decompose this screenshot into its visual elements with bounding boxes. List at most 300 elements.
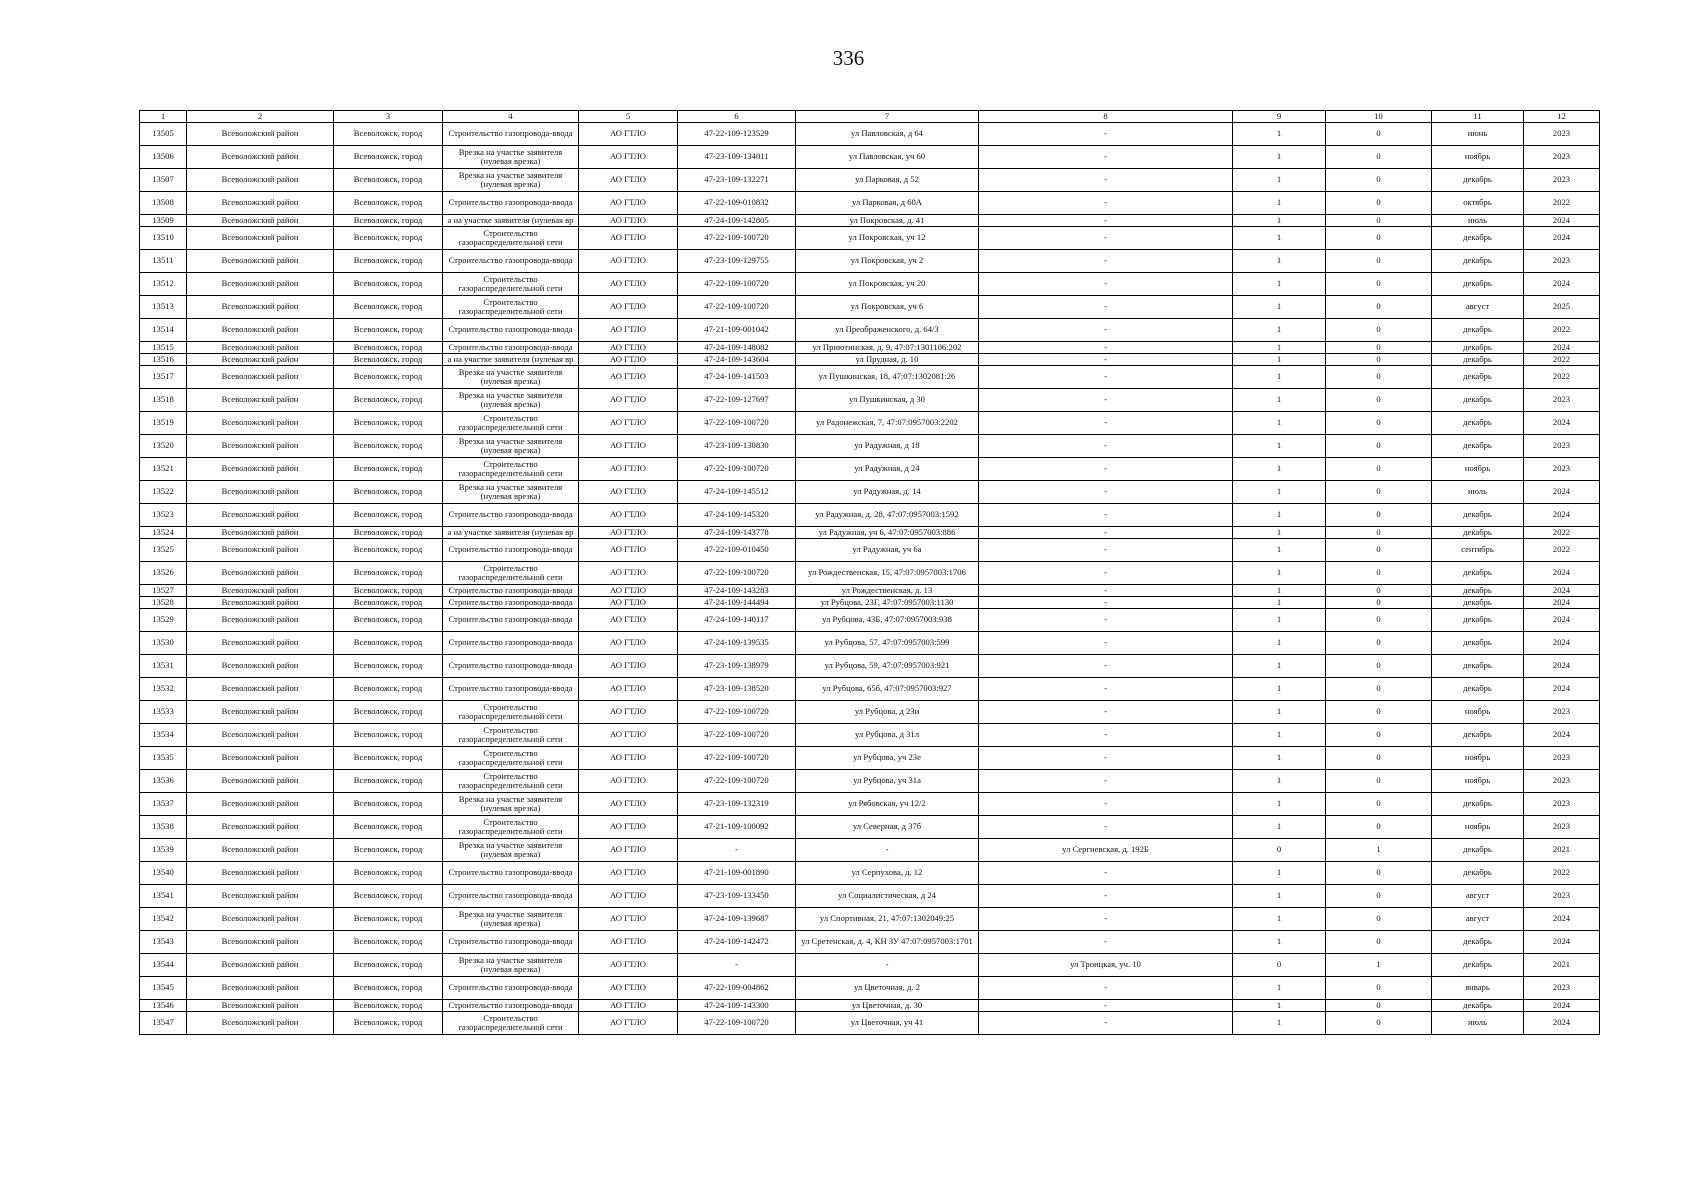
cell-col-1: 13526 bbox=[140, 562, 187, 585]
cell-col-8: - bbox=[979, 366, 1233, 389]
cell-col-11: ноябрь bbox=[1432, 701, 1524, 724]
cell-col-6: 47-22-109-100720 bbox=[678, 562, 796, 585]
table-row bbox=[140, 862, 1600, 885]
cell-col-9: 1 bbox=[1233, 655, 1326, 678]
cell-col-11: декабрь bbox=[1432, 724, 1524, 747]
cell-col-3: Всеволожск, город bbox=[334, 585, 443, 597]
cell-col-11: сентябрь bbox=[1432, 539, 1524, 562]
cell-col-2: Всеволожский район bbox=[187, 770, 334, 793]
cell-col-7: ул Преображенского, д. 64/3 bbox=[796, 319, 979, 342]
cell-col-1: 13527 bbox=[140, 585, 187, 597]
cell-col-6: 47-22-109-100720 bbox=[678, 227, 796, 250]
cell-col-6: 47-24-109-143300 bbox=[678, 1000, 796, 1012]
cell-col-12: 2024 bbox=[1524, 342, 1600, 354]
table-row bbox=[140, 585, 1600, 597]
cell-col-1: 13509 bbox=[140, 215, 187, 227]
cell-col-9: 1 bbox=[1233, 632, 1326, 655]
cell-col-5: АО ГТЛО bbox=[579, 724, 678, 747]
cell-col-12: 2024 bbox=[1524, 215, 1600, 227]
cell-col-6: 47-23-109-134011 bbox=[678, 146, 796, 169]
cell-col-9: 1 bbox=[1233, 192, 1326, 215]
table-row bbox=[140, 678, 1600, 701]
table-row bbox=[140, 816, 1600, 839]
cell-col-12: 2022 bbox=[1524, 192, 1600, 215]
cell-col-2: Всеволожский район bbox=[187, 412, 334, 435]
cell-col-1: 13536 bbox=[140, 770, 187, 793]
cell-col-10: 0 bbox=[1326, 724, 1432, 747]
table-row bbox=[140, 342, 1600, 354]
cell-col-9: 1 bbox=[1233, 724, 1326, 747]
cell-col-7: ул Радонежская, 7, 47:07:0957003:2202 bbox=[796, 412, 979, 435]
cell-col-11: ноябрь bbox=[1432, 770, 1524, 793]
table-row bbox=[140, 793, 1600, 816]
cell-col-7: ул Радужная, уч 6а bbox=[796, 539, 979, 562]
table-row bbox=[140, 1012, 1600, 1035]
cell-col-9: 1 bbox=[1233, 770, 1326, 793]
cell-col-1: 13512 bbox=[140, 273, 187, 296]
cell-col-12: 2021 bbox=[1524, 954, 1600, 977]
cell-col-2: Всеволожский район bbox=[187, 354, 334, 366]
cell-col-4: Строительство газораспределительной сети bbox=[443, 296, 579, 319]
cell-col-3: Всеволожск, город bbox=[334, 609, 443, 632]
cell-col-4: Строительство газопровода-ввода bbox=[443, 977, 579, 1000]
cell-col-10: 0 bbox=[1326, 366, 1432, 389]
cell-col-11: декабрь bbox=[1432, 609, 1524, 632]
cell-col-11: декабрь bbox=[1432, 632, 1524, 655]
cell-col-11: декабрь bbox=[1432, 562, 1524, 585]
cell-col-1: 13508 bbox=[140, 192, 187, 215]
table-row bbox=[140, 169, 1600, 192]
cell-col-1: 13544 bbox=[140, 954, 187, 977]
cell-col-11: декабрь bbox=[1432, 954, 1524, 977]
cell-col-5: АО ГТЛО bbox=[579, 931, 678, 954]
cell-col-8: - bbox=[979, 354, 1233, 366]
cell-col-11: июль bbox=[1432, 481, 1524, 504]
cell-col-1: 13537 bbox=[140, 793, 187, 816]
cell-col-9: 1 bbox=[1233, 862, 1326, 885]
cell-col-8: - bbox=[979, 701, 1233, 724]
cell-col-10: 0 bbox=[1326, 123, 1432, 146]
cell-col-7: ул Покровская, д. 41 bbox=[796, 215, 979, 227]
cell-col-9: 1 bbox=[1233, 273, 1326, 296]
cell-col-5: АО ГТЛО bbox=[579, 678, 678, 701]
table-row bbox=[140, 885, 1600, 908]
cell-col-7: ул Парковая, д 52 bbox=[796, 169, 979, 192]
cell-col-4: Строительство газопровода-ввода bbox=[443, 123, 579, 146]
cell-col-1: 13523 bbox=[140, 504, 187, 527]
cell-col-7: ул Рубцова, уч 23е bbox=[796, 747, 979, 770]
table-row bbox=[140, 839, 1600, 862]
cell-col-12: 2021 bbox=[1524, 839, 1600, 862]
cell-col-2: Всеволожский район bbox=[187, 954, 334, 977]
cell-col-5: АО ГТЛО bbox=[579, 839, 678, 862]
table-row bbox=[140, 977, 1600, 1000]
cell-col-1: 13534 bbox=[140, 724, 187, 747]
cell-col-10: 0 bbox=[1326, 192, 1432, 215]
table-row bbox=[140, 273, 1600, 296]
cell-col-8: - bbox=[979, 597, 1233, 609]
cell-col-5: АО ГТЛО bbox=[579, 1000, 678, 1012]
cell-col-1: 13538 bbox=[140, 816, 187, 839]
cell-col-7: ул Радужная, д 24 bbox=[796, 458, 979, 481]
cell-col-2: Всеволожский район bbox=[187, 885, 334, 908]
cell-col-3: Всеволожск, город bbox=[334, 296, 443, 319]
cell-col-1: 13546 bbox=[140, 1000, 187, 1012]
cell-col-11: декабрь bbox=[1432, 678, 1524, 701]
cell-col-10: 0 bbox=[1326, 793, 1432, 816]
cell-col-12: 2024 bbox=[1524, 609, 1600, 632]
column-header-4: 4 bbox=[443, 111, 579, 123]
cell-col-6: 47-22-109-100720 bbox=[678, 458, 796, 481]
cell-col-1: 13516 bbox=[140, 354, 187, 366]
cell-col-6: 47-23-109-129755 bbox=[678, 250, 796, 273]
cell-col-7: ул Рубцова, 43Б, 47:07:0957003:938 bbox=[796, 609, 979, 632]
cell-col-2: Всеволожский район bbox=[187, 435, 334, 458]
cell-col-7: - bbox=[796, 839, 979, 862]
cell-col-12: 2024 bbox=[1524, 908, 1600, 931]
cell-col-3: Всеволожск, город bbox=[334, 562, 443, 585]
cell-col-4: Строительство газораспределительной сети bbox=[443, 724, 579, 747]
cell-col-12: 2023 bbox=[1524, 977, 1600, 1000]
cell-col-7: ул Рубцова, 59, 47:07:0957003:921 bbox=[796, 655, 979, 678]
cell-col-3: Всеволожск, город bbox=[334, 481, 443, 504]
table-row bbox=[140, 701, 1600, 724]
cell-col-6: 47-23-109-130830 bbox=[678, 435, 796, 458]
cell-col-11: ноябрь bbox=[1432, 146, 1524, 169]
cell-col-2: Всеволожский район bbox=[187, 562, 334, 585]
table-body bbox=[140, 123, 1600, 1035]
cell-col-5: АО ГТЛО bbox=[579, 585, 678, 597]
cell-col-8: - bbox=[979, 527, 1233, 539]
cell-col-2: Всеволожский район bbox=[187, 597, 334, 609]
cell-col-12: 2024 bbox=[1524, 1000, 1600, 1012]
cell-col-5: АО ГТЛО bbox=[579, 597, 678, 609]
cell-col-12: 2024 bbox=[1524, 931, 1600, 954]
column-header-12: 12 bbox=[1524, 111, 1600, 123]
cell-col-8: - bbox=[979, 609, 1233, 632]
cell-col-6: 47-24-109-148082 bbox=[678, 342, 796, 354]
cell-col-6: 47-22-109-100720 bbox=[678, 1012, 796, 1035]
cell-col-3: Всеволожск, город bbox=[334, 862, 443, 885]
cell-col-4: Строительство газопровода-ввода bbox=[443, 931, 579, 954]
cell-col-10: 0 bbox=[1326, 458, 1432, 481]
cell-col-2: Всеволожский район bbox=[187, 504, 334, 527]
cell-col-5: АО ГТЛО bbox=[579, 366, 678, 389]
cell-col-6: 47-22-109-100720 bbox=[678, 412, 796, 435]
cell-col-12: 2022 bbox=[1524, 366, 1600, 389]
cell-col-1: 13522 bbox=[140, 481, 187, 504]
cell-col-6: 47-21-109-001890 bbox=[678, 862, 796, 885]
cell-col-10: 0 bbox=[1326, 169, 1432, 192]
cell-col-12: 2022 bbox=[1524, 539, 1600, 562]
cell-col-11: декабрь bbox=[1432, 412, 1524, 435]
cell-col-12: 2023 bbox=[1524, 701, 1600, 724]
cell-col-10: 0 bbox=[1326, 342, 1432, 354]
cell-col-9: 1 bbox=[1233, 1000, 1326, 1012]
cell-col-3: Всеволожск, город bbox=[334, 597, 443, 609]
cell-col-1: 13507 bbox=[140, 169, 187, 192]
cell-col-9: 1 bbox=[1233, 597, 1326, 609]
cell-col-12: 2022 bbox=[1524, 354, 1600, 366]
cell-col-6: 47-22-109-100720 bbox=[678, 701, 796, 724]
cell-col-4: Строительство газораспределительной сети bbox=[443, 816, 579, 839]
cell-col-3: Всеволожск, город bbox=[334, 655, 443, 678]
cell-col-3: Всеволожск, город bbox=[334, 366, 443, 389]
cell-col-9: 1 bbox=[1233, 296, 1326, 319]
registry-table bbox=[139, 110, 1600, 1035]
cell-col-7: ул Рождественская, д. 13 bbox=[796, 585, 979, 597]
cell-col-2: Всеволожский район bbox=[187, 458, 334, 481]
cell-col-10: 0 bbox=[1326, 747, 1432, 770]
cell-col-10: 0 bbox=[1326, 885, 1432, 908]
cell-col-3: Всеволожск, город bbox=[334, 435, 443, 458]
cell-col-11: декабрь bbox=[1432, 931, 1524, 954]
cell-col-8: - bbox=[979, 793, 1233, 816]
cell-col-3: Всеволожск, город bbox=[334, 908, 443, 931]
column-header-1: 1 bbox=[140, 111, 187, 123]
cell-col-11: август bbox=[1432, 885, 1524, 908]
cell-col-9: 1 bbox=[1233, 412, 1326, 435]
cell-col-1: 13528 bbox=[140, 597, 187, 609]
cell-col-6: 47-22-109-100720 bbox=[678, 273, 796, 296]
cell-col-3: Всеволожск, город bbox=[334, 931, 443, 954]
cell-col-9: 1 bbox=[1233, 678, 1326, 701]
cell-col-3: Всеволожск, город bbox=[334, 1012, 443, 1035]
cell-col-8: - bbox=[979, 146, 1233, 169]
cell-col-4: Строительство газопровода-ввода bbox=[443, 192, 579, 215]
cell-col-5: АО ГТЛО bbox=[579, 146, 678, 169]
cell-col-6: 47-24-109-145320 bbox=[678, 504, 796, 527]
cell-col-2: Всеволожский район bbox=[187, 655, 334, 678]
cell-col-8: - bbox=[979, 632, 1233, 655]
cell-col-5: АО ГТЛО bbox=[579, 192, 678, 215]
cell-col-7: ул Радужная, уч 6, 47:07:0957003:886 bbox=[796, 527, 979, 539]
cell-col-8: - bbox=[979, 816, 1233, 839]
cell-col-3: Всеволожск, город bbox=[334, 793, 443, 816]
cell-col-5: АО ГТЛО bbox=[579, 862, 678, 885]
cell-col-9: 1 bbox=[1233, 908, 1326, 931]
cell-col-7: ул Рябовская, уч 12/2 bbox=[796, 793, 979, 816]
cell-col-10: 0 bbox=[1326, 609, 1432, 632]
cell-col-3: Всеволожск, город bbox=[334, 954, 443, 977]
cell-col-6: 47-23-109-138520 bbox=[678, 678, 796, 701]
cell-col-6: 47-23-109-132319 bbox=[678, 793, 796, 816]
cell-col-7: ул Павловская, уч 60 bbox=[796, 146, 979, 169]
cell-col-7: ул Прудная, д. 10 bbox=[796, 354, 979, 366]
cell-col-11: декабрь bbox=[1432, 1000, 1524, 1012]
cell-col-5: АО ГТЛО bbox=[579, 481, 678, 504]
cell-col-3: Всеволожск, город bbox=[334, 1000, 443, 1012]
cell-col-2: Всеволожский район bbox=[187, 273, 334, 296]
cell-col-7: ул Радужная, д 18 bbox=[796, 435, 979, 458]
cell-col-8: - bbox=[979, 319, 1233, 342]
cell-col-8: - bbox=[979, 539, 1233, 562]
cell-col-10: 0 bbox=[1326, 539, 1432, 562]
table-row bbox=[140, 389, 1600, 412]
cell-col-9: 1 bbox=[1233, 609, 1326, 632]
cell-col-2: Всеволожский район bbox=[187, 250, 334, 273]
column-header-6: 6 bbox=[678, 111, 796, 123]
table-row bbox=[140, 597, 1600, 609]
cell-col-1: 13517 bbox=[140, 366, 187, 389]
cell-col-9: 1 bbox=[1233, 527, 1326, 539]
cell-col-10: 0 bbox=[1326, 678, 1432, 701]
cell-col-4: Врезка на участке заявителя (нулевая врезка) bbox=[443, 954, 579, 977]
cell-col-9: 1 bbox=[1233, 227, 1326, 250]
table-row bbox=[140, 227, 1600, 250]
column-header-3: 3 bbox=[334, 111, 443, 123]
cell-col-7: ул Рубцова, д 23и bbox=[796, 701, 979, 724]
cell-col-2: Всеволожский район bbox=[187, 585, 334, 597]
table-row bbox=[140, 908, 1600, 931]
cell-col-7: ул Покровская, уч 6 bbox=[796, 296, 979, 319]
cell-col-2: Всеволожский район bbox=[187, 192, 334, 215]
cell-col-2: Всеволожский район bbox=[187, 481, 334, 504]
cell-col-8: - bbox=[979, 504, 1233, 527]
cell-col-10: 0 bbox=[1326, 319, 1432, 342]
cell-col-9: 1 bbox=[1233, 481, 1326, 504]
cell-col-5: АО ГТЛО bbox=[579, 227, 678, 250]
cell-col-7: ул Рубцова, 65б, 47:07:0957003:927 bbox=[796, 678, 979, 701]
cell-col-11: декабрь bbox=[1432, 504, 1524, 527]
cell-col-5: АО ГТЛО bbox=[579, 655, 678, 678]
cell-col-11: декабрь bbox=[1432, 227, 1524, 250]
cell-col-12: 2024 bbox=[1524, 724, 1600, 747]
cell-col-7: ул Пушкинская, 18, 47:07:1302081:26 bbox=[796, 366, 979, 389]
cell-col-4: Строительство газопровода-ввода bbox=[443, 585, 579, 597]
cell-col-6: 47-24-109-143778 bbox=[678, 527, 796, 539]
cell-col-9: 1 bbox=[1233, 701, 1326, 724]
cell-col-5: АО ГТЛО bbox=[579, 250, 678, 273]
cell-col-5: АО ГТЛО bbox=[579, 701, 678, 724]
cell-col-8: - bbox=[979, 585, 1233, 597]
cell-col-7: ул Пушкинская, д 30 bbox=[796, 389, 979, 412]
cell-col-9: 1 bbox=[1233, 504, 1326, 527]
cell-col-9: 1 bbox=[1233, 146, 1326, 169]
cell-col-12: 2023 bbox=[1524, 458, 1600, 481]
cell-col-5: АО ГТЛО bbox=[579, 885, 678, 908]
cell-col-2: Всеволожский район bbox=[187, 678, 334, 701]
cell-col-10: 0 bbox=[1326, 931, 1432, 954]
cell-col-12: 2024 bbox=[1524, 632, 1600, 655]
cell-col-6: 47-22-109-010832 bbox=[678, 192, 796, 215]
cell-col-8: - bbox=[979, 192, 1233, 215]
cell-col-8: - bbox=[979, 342, 1233, 354]
cell-col-5: АО ГТЛО bbox=[579, 273, 678, 296]
table-row bbox=[140, 354, 1600, 366]
cell-col-1: 13540 bbox=[140, 862, 187, 885]
cell-col-10: 0 bbox=[1326, 435, 1432, 458]
cell-col-10: 0 bbox=[1326, 562, 1432, 585]
page-number: 336 bbox=[832, 46, 865, 70]
cell-col-7: ул Рубцова, 57, 47:07:0957003:599 bbox=[796, 632, 979, 655]
cell-col-5: АО ГТЛО bbox=[579, 954, 678, 977]
cell-col-1: 13520 bbox=[140, 435, 187, 458]
cell-col-6: 47-21-109-001042 bbox=[678, 319, 796, 342]
cell-col-2: Всеволожский район bbox=[187, 908, 334, 931]
cell-col-1: 13514 bbox=[140, 319, 187, 342]
cell-col-4: Врезка на участке заявителя (нулевая врезка) bbox=[443, 839, 579, 862]
cell-col-7: ул Покровская, уч 12 bbox=[796, 227, 979, 250]
cell-col-1: 13531 bbox=[140, 655, 187, 678]
column-header-2: 2 bbox=[187, 111, 334, 123]
cell-col-2: Всеволожский район bbox=[187, 319, 334, 342]
cell-col-9: 1 bbox=[1233, 354, 1326, 366]
cell-col-12: 2024 bbox=[1524, 481, 1600, 504]
cell-col-3: Всеволожск, город bbox=[334, 458, 443, 481]
table-row bbox=[140, 215, 1600, 227]
cell-col-11: август bbox=[1432, 908, 1524, 931]
cell-col-7: ул Социалистическая, д 24 bbox=[796, 885, 979, 908]
cell-col-6: 47-22-109-004862 bbox=[678, 977, 796, 1000]
cell-col-12: 2025 bbox=[1524, 296, 1600, 319]
cell-col-12: 2024 bbox=[1524, 412, 1600, 435]
cell-col-6: 47-24-109-142472 bbox=[678, 931, 796, 954]
cell-col-5: АО ГТЛО bbox=[579, 296, 678, 319]
cell-col-9: 1 bbox=[1233, 458, 1326, 481]
cell-col-8: - bbox=[979, 123, 1233, 146]
cell-col-3: Всеволожск, город bbox=[334, 389, 443, 412]
table-row bbox=[140, 527, 1600, 539]
cell-col-4: Строительство газопровода-ввода bbox=[443, 504, 579, 527]
cell-col-1: 13545 bbox=[140, 977, 187, 1000]
cell-col-10: 0 bbox=[1326, 1000, 1432, 1012]
cell-col-8: - bbox=[979, 215, 1233, 227]
cell-col-2: Всеволожский район bbox=[187, 123, 334, 146]
cell-col-10: 0 bbox=[1326, 770, 1432, 793]
cell-col-2: Всеволожский район bbox=[187, 609, 334, 632]
cell-col-1: 13506 bbox=[140, 146, 187, 169]
table-row bbox=[140, 366, 1600, 389]
cell-col-4: а на участке заявителя (нулевая вр bbox=[443, 215, 579, 227]
cell-col-8: - bbox=[979, 435, 1233, 458]
cell-col-1: 13524 bbox=[140, 527, 187, 539]
cell-col-2: Всеволожский район bbox=[187, 342, 334, 354]
cell-col-11: ноябрь bbox=[1432, 816, 1524, 839]
cell-col-4: Врезка на участке заявителя (нулевая врезка) bbox=[443, 366, 579, 389]
cell-col-7: ул Рождественская, 15, 47:07:0957003:1706 bbox=[796, 562, 979, 585]
cell-col-10: 0 bbox=[1326, 250, 1432, 273]
table-row bbox=[140, 504, 1600, 527]
cell-col-4: Строительство газораспределительной сети bbox=[443, 1012, 579, 1035]
cell-col-2: Всеволожский район bbox=[187, 539, 334, 562]
cell-col-11: декабрь bbox=[1432, 655, 1524, 678]
table-row bbox=[140, 250, 1600, 273]
table-row bbox=[140, 192, 1600, 215]
cell-col-6: 47-22-109-100720 bbox=[678, 747, 796, 770]
cell-col-4: Строительство газораспределительной сети bbox=[443, 458, 579, 481]
cell-col-4: Строительство газопровода-ввода bbox=[443, 862, 579, 885]
cell-col-5: АО ГТЛО bbox=[579, 215, 678, 227]
cell-col-1: 13521 bbox=[140, 458, 187, 481]
cell-col-11: январь bbox=[1432, 977, 1524, 1000]
cell-col-3: Всеволожск, город bbox=[334, 227, 443, 250]
cell-col-10: 0 bbox=[1326, 977, 1432, 1000]
cell-col-3: Всеволожск, город bbox=[334, 123, 443, 146]
cell-col-7: ул Радужная, д. 28, 47:07:0957003:1592 bbox=[796, 504, 979, 527]
table-row bbox=[140, 319, 1600, 342]
cell-col-3: Всеволожск, город bbox=[334, 342, 443, 354]
cell-col-4: Строительство газораспределительной сети bbox=[443, 701, 579, 724]
cell-col-9: 1 bbox=[1233, 747, 1326, 770]
cell-col-2: Всеволожский район bbox=[187, 366, 334, 389]
cell-col-1: 13532 bbox=[140, 678, 187, 701]
cell-col-9: 1 bbox=[1233, 250, 1326, 273]
cell-col-7: ул Рубцова, 23Г, 47:07:0957003:1130 bbox=[796, 597, 979, 609]
cell-col-11: декабрь bbox=[1432, 169, 1524, 192]
cell-col-1: 13541 bbox=[140, 885, 187, 908]
cell-col-12: 2023 bbox=[1524, 770, 1600, 793]
